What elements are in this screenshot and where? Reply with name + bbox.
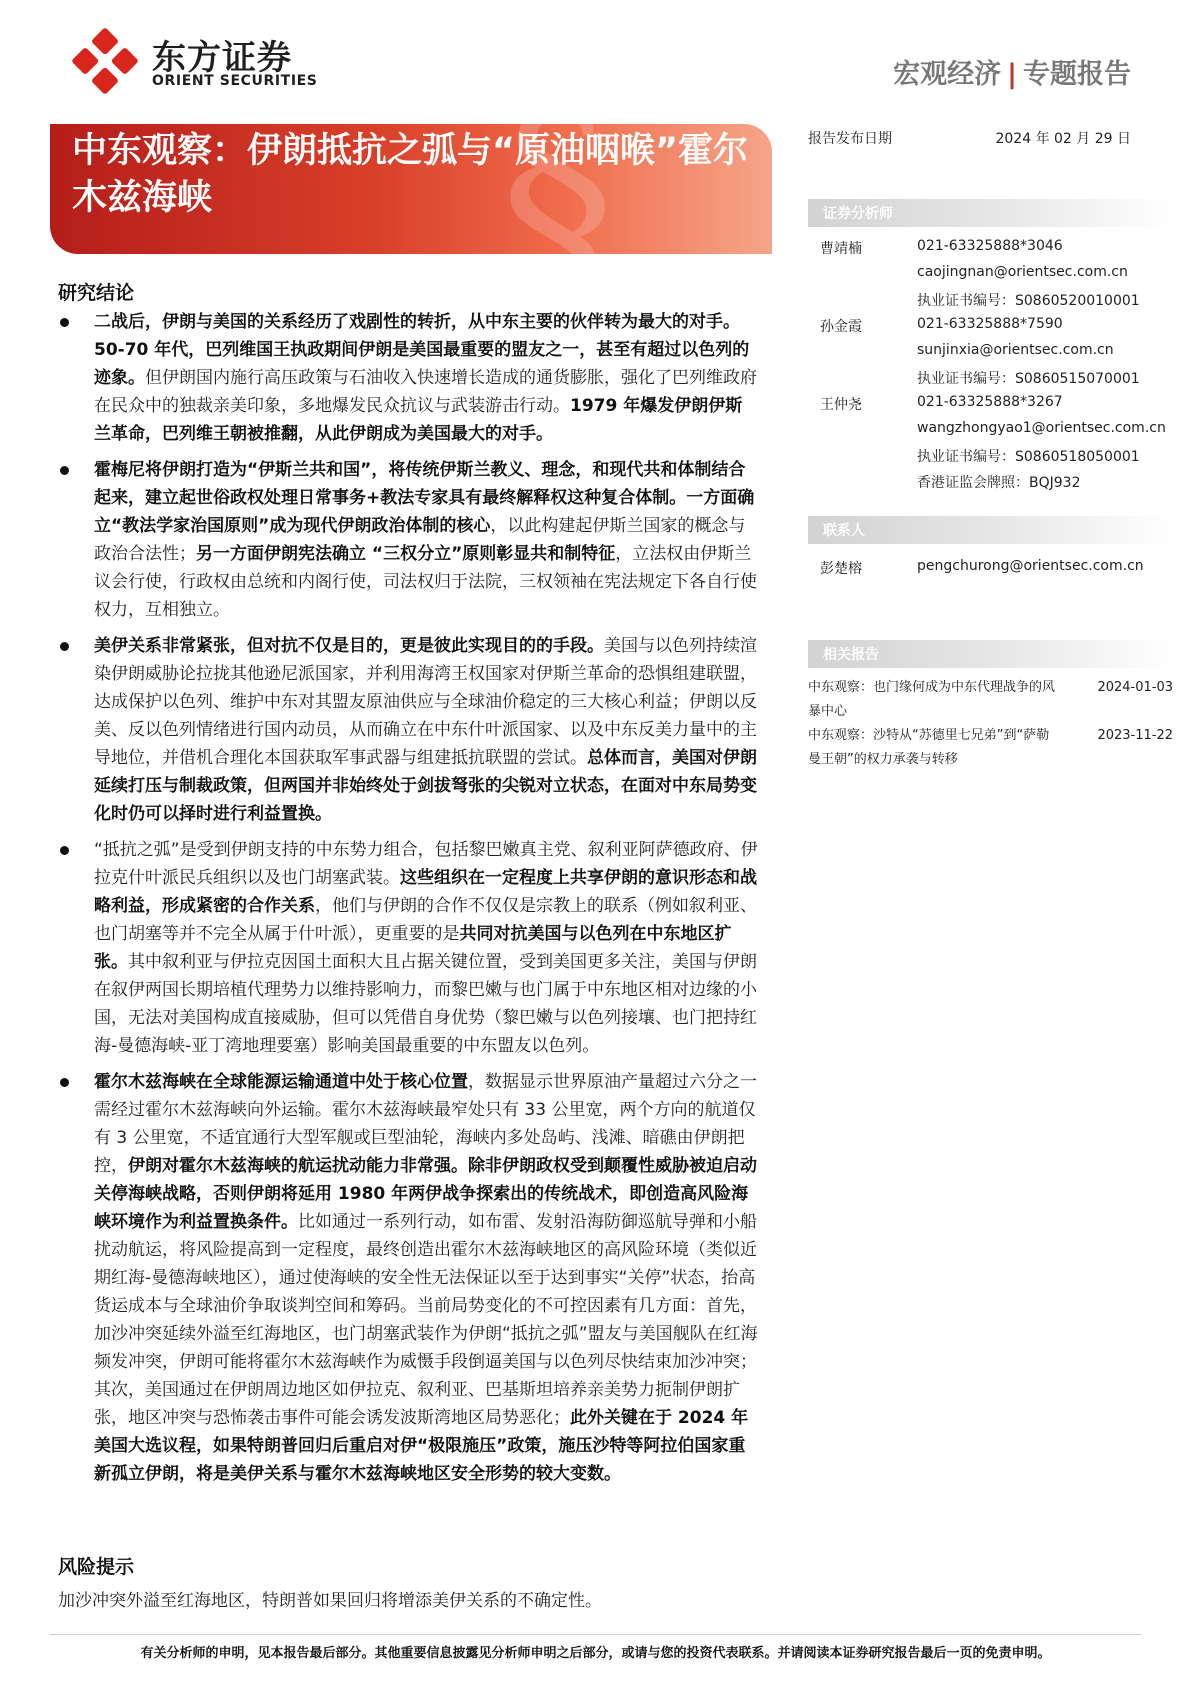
conclusion-list (58, 308, 758, 1496)
list-item (58, 456, 758, 624)
bullet-text: ，立法权由伊斯兰议会行使，行政权由总统和内阁行使，司法权归于法院，三权领袖在宪法规定下各自行使权力，互相独立。 (94, 544, 757, 620)
related-report-date: 2023-11-22 (1097, 728, 1173, 743)
bullet-text-bold: 霍梅尼将伊朗打造为“伊斯兰共和国”，将传统伊斯兰教义、理念，和现代共和体制结合起来，建立起世俗政权处理日常事务+教法专家具有最终解释权这种复合体制。一方面确立“教法学家治国原则”成为现代伊朗政治体制的核心 (94, 460, 755, 536)
report-category (893, 52, 1131, 91)
related-report-item[interactable] (808, 724, 1173, 772)
bullet-text-bold: 另一方面伊朗宪法确立 “三权分立”原则彰显共和制特征 (196, 544, 616, 564)
risk-heading: 风险提示 (58, 1556, 135, 1578)
list-item (58, 632, 758, 828)
contact-email[interactable]: pengchurong@orientsec.com.cn (917, 558, 1144, 574)
analyst-name: 王仲尧 (820, 397, 862, 413)
analysts-heading-bar (808, 199, 1174, 227)
bullet-text: 其中叙利亚与伊拉克因国土面积大且占据关键位置，受到美国更多关注，美国与伊朗在叙伊两国长期培植代理势力以维持影响力，而黎巴嫩与也门属于中东地区相对边缘的小国，无法对美国构成直接威胁，但可以凭借自身优势（黎巴嫩与以色列接壤、也门把持红海-曼德海峡-亚丁湾地理要塞）影响美国最重要的中东盟友以色列。 (94, 952, 757, 1056)
related-report-item[interactable] (808, 676, 1173, 724)
contact-name: 彭楚榕 (820, 561, 862, 577)
bullet-text-bold: 共同对抗美国与以色列在中东地区扩张。 (94, 924, 732, 972)
analyst-name: 孙金霞 (820, 319, 862, 335)
analyst-cert: 执业证书编号：S0860518050001 (917, 449, 1140, 465)
brand-name-cn: 东方证券 (152, 38, 292, 78)
bullet-text: “抵抗之弧”是受到伊朗支持的中东势力组合，包括黎巴嫩真主党、叙利亚阿萨德政府、伊拉克什叶派民兵组织以及也门胡塞武装。 (94, 840, 758, 888)
analysts-heading: 证券分析师 (823, 206, 893, 222)
analyst-email[interactable]: caojingnan@orientsec.com.cn (917, 264, 1128, 280)
publish-date-label: 报告发布日期 (808, 131, 892, 147)
bullet-icon (60, 318, 69, 327)
related-report-date: 2024-01-03 (1097, 680, 1173, 695)
list-item (58, 836, 758, 1060)
bullet-text-bold: 伊朗对霍尔木兹海峡的航运扰动能力非常强。除非伊朗政权受到颠覆性威胁被迫启动关停海峡战略，否则伊朗将延用 1980 年两伊战争探索出的传统战术，即创造高风险海峡环境作为利益置换条件。 (94, 1156, 757, 1232)
related-report-title[interactable]: 中东观察：也门缘何成为中东代理战争的风暴中心 (808, 680, 1056, 719)
related-report-title[interactable]: 中东观察：沙特从“苏德里七兄弟”到“萨勒曼王朝”的权力承袭与转移 (808, 728, 1050, 767)
list-item (58, 308, 758, 448)
bullet-text: 比如通过一系列行动，如布雷、发射沿海防御巡航导弹和小船扰动航运，将风险提高到一定程度，最终创造出霍尔木兹海峡地区的高风险环境（类似近期红海-曼德海峡地区），通过使海峡的安全性无法保证以至于达到事实“关停”状态，抬高货运成本与全球油价争取谈判空间和筹码。当前局势变化的不可控因素有几方面：首先，加沙冲突延续外溢至红海地区，也门胡塞武装作为伊朗“抵抗之弧”盟友与美国舰队在红海频发冲突，伊朗可能将霍尔木兹海峡作为威慑手段倒逼美国与以色列尽快结束加沙冲突；其次，美国通过在伊朗周边地区如伊拉克、叙利亚、巴基斯坦培养亲美势力扼制伊朗扩张，地区冲突与恐怖袭击事件可能会诱发波斯湾地区局势恶化； (94, 1212, 758, 1428)
category-separator: | (1007, 59, 1017, 90)
analyst-cert: 执业证书编号：S0860520010001 (917, 293, 1140, 309)
contact-heading: 联系人 (823, 523, 865, 539)
contact-heading-bar (808, 516, 1174, 544)
logo-mark-icon (70, 30, 140, 92)
analyst-name: 曹靖楠 (820, 241, 862, 257)
bullet-text-bold: 这些组织在一定程度上共享伊朗的意识形态和战略利益，形成紧密的合作关系 (94, 868, 757, 916)
analyst-email[interactable]: sunjinxia@orientsec.com.cn (917, 342, 1114, 358)
publish-date-value: 2024 年 02 月 29 日 (995, 131, 1131, 147)
related-heading: 相关报告 (823, 647, 879, 663)
analyst-phone: 021-63325888*3267 (917, 394, 1063, 410)
conclusion-heading: 研究结论 (58, 282, 135, 304)
footer-divider (50, 1634, 1141, 1635)
analyst-phone: 021-63325888*3046 (917, 238, 1063, 254)
related-heading-bar (808, 640, 1174, 668)
analyst-phone: 021-63325888*7590 (917, 316, 1063, 332)
bullet-text: 美国与以色列持续渲染伊朗威胁论拉拢其他逊尼派国家，并利用海湾王权国家对伊斯兰革命的恐惧组建联盟，达成保护以色列、维护中东对其盟友原油供应与全球油价稳定的三大核心利益；伊朗以反美、反以色列情绪进行国内动员，从而确立在中东什叶派国家、以及中东反美力量中的主导地位，并借机合理化本国获取军事武器与组建抵抗联盟的尝试。 (94, 636, 757, 768)
bullet-icon (60, 1078, 69, 1087)
analyst-hk-license: 香港证监会牌照：BQJ932 (917, 475, 1081, 491)
risk-text: 加沙冲突外溢至红海地区，特朗普如果回归将增添美伊关系的不确定性。 (58, 1591, 602, 1611)
bullet-text-bold: 二战后，伊朗与美国的关系经历了戏剧性的转折，从中东主要的伙伴转为最大的对手。50-70 年代，巴列维国王执政期间伊朗是美国最重要的盟友之一，甚至有超过以色列的迹象。 (94, 312, 750, 388)
bullet-text-bold: 美伊关系非常紧张，但对抗不仅是目的，更是彼此实现目的的手段。 (94, 636, 604, 656)
category-special: 专题报告 (1023, 59, 1131, 90)
brand-name-en: ORIENT SECURITIES (152, 73, 318, 89)
bullet-icon (60, 846, 69, 855)
bullet-icon (60, 642, 69, 651)
analyst-cert: 执业证书编号：S0860515070001 (917, 371, 1140, 387)
bullet-text: ，以此构建起伊斯兰国家的概念与政治合法性； (94, 516, 746, 564)
bullet-text-bold: 此外关键在于 2024 年美国大选议程，如果特朗普回归后重启对伊“极限施压”政策，施压沙特等阿拉伯国家重新孤立伊朗，将是美伊关系与霍尔木兹海峡地区安全形势的较大变数。 (94, 1408, 749, 1484)
banner-watermark-icon: § (500, 65, 615, 332)
bullet-icon (60, 466, 69, 475)
list-item (58, 1068, 758, 1488)
category-macro: 宏观经济 (893, 59, 1002, 90)
bullet-text-bold: 霍尔木兹海峡在全球能源运输通道中处于核心位置 (94, 1072, 468, 1092)
bullet-text: ，数据显示世界原油产量超过六分之一需经过霍尔木兹海峡向外运输。霍尔木兹海峡最窄处只有 33 公里宽，两个方向的航道仅有 3 公里宽，不适宜通行大型军舰或巨型油轮，海峡内多处岛屿、浅滩、暗礁由伊朗把控， (94, 1072, 757, 1176)
bullet-text-bold: 1979 年爆发伊朗伊斯兰革命，巴列维王朝被推翻，从此伊朗成为美国最大的对手。 (94, 396, 743, 444)
report-title: 中东观察：伊朗抵抗之弧与“原油咽喉”霍尔木兹海峡 (72, 131, 749, 218)
footer-disclaimer: 有关分析师的申明，见本报告最后部分。其他重要信息披露见分析师申明之后部分，或请与您的投资代表联系。并请阅读本证券研究报告最后一页的免责申明。 (140, 1646, 1051, 1661)
bullet-text: ，他们与伊朗的合作不仅仅是宗教上的联系（例如叙利亚、也门胡塞等并不完全从属于什叶派），更重要的是 (94, 896, 757, 944)
company-logo (70, 30, 330, 92)
bullet-text-bold: 总体而言，美国对伊朗延续打压与制裁政策，但两国并非始终处于剑拔弩张的尖锐对立状态，在面对中东局势变化时仍可以择时进行利益置换。 (94, 748, 757, 824)
analyst-email[interactable]: wangzhongyao1@orientsec.com.cn (917, 420, 1166, 436)
bullet-text: 但伊朗国内施行高压政策与石油收入快速增长造成的通货膨胀，强化了巴列维政府在民众中的独裁亲美印象，多地爆发民众抗议与武装游击行动。 (94, 368, 757, 416)
